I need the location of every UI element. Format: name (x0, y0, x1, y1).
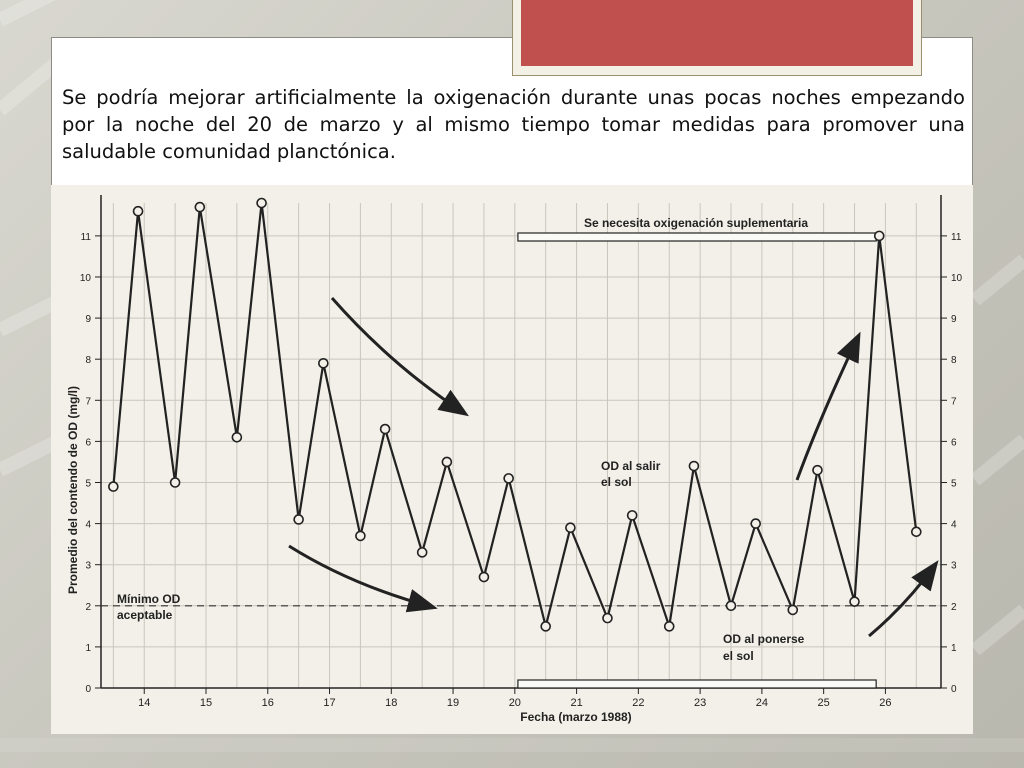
y-tick-label-right: 9 (951, 314, 957, 326)
min-od-label-line1: Mínimo OD (117, 592, 181, 606)
od-data-point (257, 199, 266, 208)
trend-arrow-up-2 (869, 565, 935, 636)
y-tick-label-right: 0 (951, 684, 957, 695)
y-tick-label: 8 (85, 355, 91, 367)
od-data-point (541, 622, 550, 631)
sunrise-label-line2: el sol (601, 475, 632, 489)
trend-arrow-down-1 (332, 298, 464, 413)
od-data-point (875, 231, 884, 240)
y-tick-label-right: 11 (951, 231, 962, 243)
y-tick-label: 3 (85, 560, 91, 572)
oxygenation-band-bottom (518, 680, 876, 688)
y-tick-label-right: 4 (951, 519, 957, 531)
y-tick-label-right: 6 (951, 437, 957, 449)
od-data-point (134, 207, 143, 216)
y-tick-label-right: 5 (951, 478, 957, 490)
od-data-point (665, 622, 674, 631)
y-tick-label: 7 (85, 396, 91, 408)
title-tab-bar (521, 0, 913, 66)
od-data-point (912, 527, 921, 536)
od-data-point (442, 457, 451, 466)
od-data-point (504, 474, 513, 483)
od-data-point (109, 482, 118, 491)
chart-xlabel: Fecha (marzo 1988) (520, 710, 632, 724)
axes (80, 195, 963, 709)
x-tick-label: 25 (817, 697, 830, 709)
min-od-label-line2: aceptable (117, 608, 173, 622)
y-tick-label: 11 (80, 231, 91, 243)
od-data-point (727, 601, 736, 610)
y-tick-label: 10 (79, 272, 91, 284)
slide-paragraph: Se podría mejorar artificialmente la oxigenación durante unas pocas noches empezando por la noche del 20 de marzo y al mismo tiempo tomar medidas para promover una saludable comunidad planctónica. (62, 86, 965, 163)
od-data-point (356, 531, 365, 540)
dissolved-oxygen-chart (51, 185, 973, 734)
x-tick-label: 19 (446, 697, 460, 709)
sunset-label-line1: OD al ponerse (723, 632, 805, 646)
y-tick-label: 5 (85, 478, 91, 490)
od-data-point (788, 605, 797, 614)
od-data-point (751, 519, 760, 528)
oxygenation-band-top (518, 233, 876, 241)
y-tick-label-right: 8 (951, 355, 957, 367)
od-data-point (232, 433, 241, 442)
od-data-point (813, 466, 822, 475)
x-tick-label: 22 (632, 697, 645, 709)
y-tick-label: 0 (85, 684, 91, 695)
y-tick-label-right: 2 (951, 601, 957, 613)
od-data-point (479, 573, 488, 582)
x-tick-label: 20 (508, 697, 521, 709)
od-data-point (319, 359, 328, 368)
od-data-point (566, 523, 575, 532)
y-tick-label: 2 (85, 601, 91, 613)
y-tick-label-right: 7 (951, 396, 957, 408)
x-tick-label: 16 (261, 697, 274, 709)
od-data-point (689, 462, 698, 471)
od-data-point (171, 478, 180, 487)
od-data-point (195, 203, 204, 212)
grid-lines (101, 203, 941, 688)
x-tick-label: 21 (570, 697, 583, 709)
od-data-point (603, 614, 612, 623)
y-tick-label: 1 (85, 642, 91, 654)
y-tick-label-right: 3 (951, 560, 957, 572)
x-tick-label: 17 (323, 697, 336, 709)
chart-container (51, 185, 973, 734)
chart-ylabel: Promedio del contendo de OD (mg/l) (66, 385, 80, 595)
x-tick-label: 23 (693, 697, 707, 709)
y-tick-label: 4 (85, 519, 91, 531)
bands (518, 233, 876, 688)
x-tick-label: 26 (879, 697, 892, 709)
y-tick-label: 6 (85, 437, 91, 449)
x-tick-label: 24 (755, 697, 769, 709)
od-data-point (381, 425, 390, 434)
sunrise-label-line1: OD al salir (601, 459, 661, 473)
x-tick-label: 14 (138, 697, 151, 709)
y-tick-label-right: 10 (951, 272, 963, 284)
od-data-point (294, 515, 303, 524)
od-data-point (628, 511, 637, 520)
y-tick-label-right: 1 (951, 642, 957, 654)
x-tick-label: 18 (385, 697, 398, 709)
x-tick-label: 15 (199, 697, 213, 709)
od-data-point (850, 597, 859, 606)
top-band-label: Se necesita oxigenación suplementaria (583, 216, 809, 230)
od-data-point (418, 548, 427, 557)
sunset-label-line2: el sol (723, 649, 754, 663)
y-tick-label: 9 (85, 314, 91, 326)
trend-arrow-up-1 (797, 337, 858, 480)
